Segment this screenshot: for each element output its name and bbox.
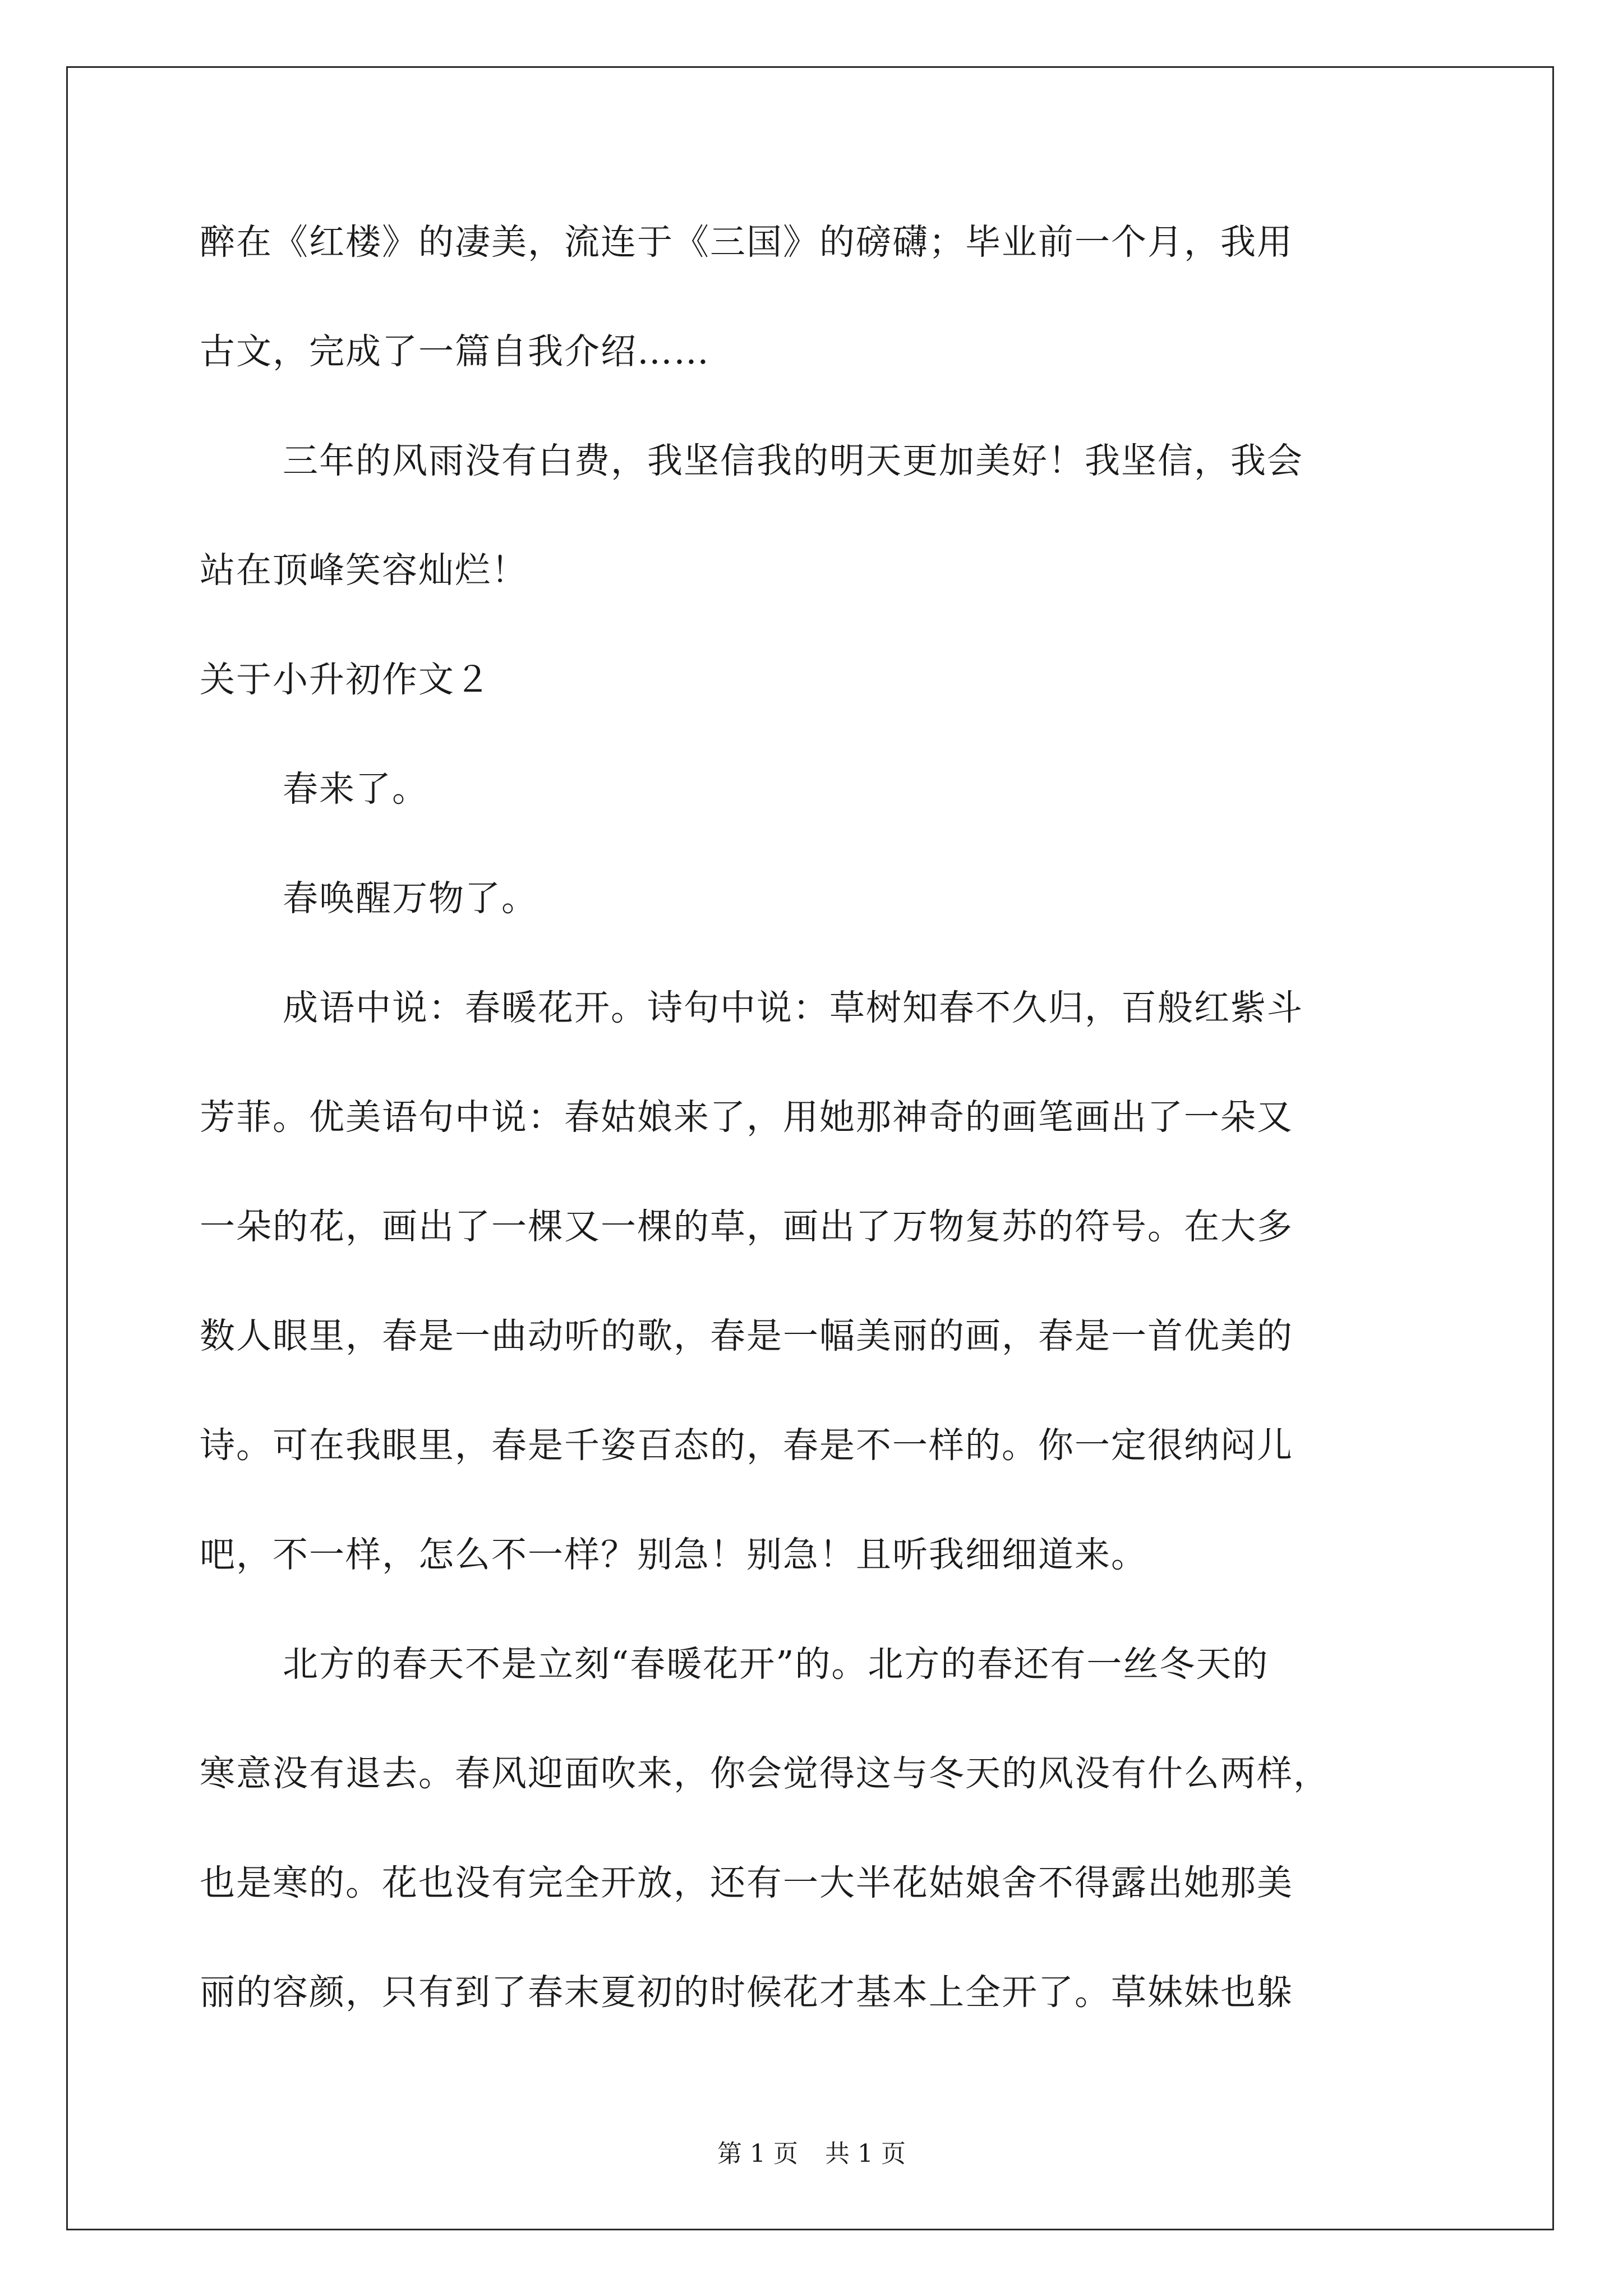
text-line: 吧，不一样，怎么不一样？别急！别急！且听我细细道来。: [200, 1534, 1147, 1575]
text-line: 春唤醒万物了。: [283, 878, 538, 919]
text-line: 站在顶峰笑容灿烂！: [200, 550, 528, 591]
page-footer: [0, 2139, 1623, 2168]
text-line: 丽的容颜，只有到了春末夏初的时候花才基本上全开了。草妹妹也躲: [200, 1972, 1293, 2013]
text-line: 芳菲。优美语句中说：春姑娘来了，用她那神奇的画笔画出了一朵又: [200, 1097, 1293, 1138]
page-frame: [66, 66, 1554, 2230]
section-heading: 关于小升初作文２: [200, 659, 491, 700]
text-line: 醉在《红楼》的凄美，流连于《三国》的磅礴；毕业前一个月，我用: [200, 222, 1293, 263]
text-line: 北方的春天不是立刻“春暖花开”的。北方的春还有一丝冬天的: [283, 1644, 1269, 1685]
page-total: 共 1 页: [825, 2139, 906, 2168]
text-line: 数人眼里，春是一曲动听的歌，春是一幅美丽的画，春是一首优美的: [200, 1315, 1293, 1356]
text-line: 成语中说：春暖花开。诗句中说：草树知春不久归，百般红紫斗: [283, 987, 1303, 1028]
text-line: 古文，完成了一篇自我介绍……: [200, 331, 710, 372]
text-line: 三年的风雨没有白费，我坚信我的明天更加美好！我坚信，我会: [283, 440, 1303, 481]
page-number: 第 1 页: [717, 2139, 798, 2168]
text-line: 一朵的花，画出了一棵又一棵的草，画出了万物复苏的符号。在大多: [200, 1206, 1293, 1247]
text-line: 诗。可在我眼里，春是千姿百态的，春是不一样的。你一定很纳闷儿: [200, 1425, 1293, 1466]
text-line: 春来了。: [283, 769, 428, 809]
text-line: 寒意没有退去。春风迎面吹来，你会觉得这与冬天的风没有什么两样，: [200, 1753, 1330, 1794]
text-line: 也是寒的。花也没有完全开放，还有一大半花姑娘舍不得露出她那美: [200, 1862, 1293, 1903]
